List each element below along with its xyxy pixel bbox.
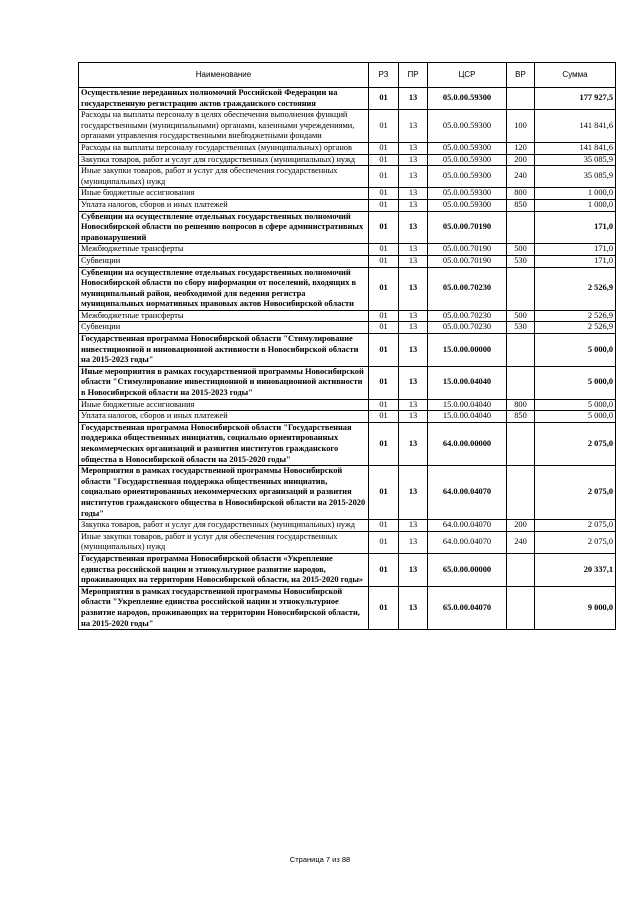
cell-name: Государственная программа Новосибирской области "Государственная поддержка общественных инициатив, социально ориентированных некоммерческих организаций и развития институтов гражданского общества в Новосибирской области на 2015-2020 годы" [79, 422, 369, 465]
cell-rz: 01 [369, 531, 399, 553]
cell-name: Расходы на выплаты персоналу в целях обеспечения выполнения функций государственными (муниципальными) органами, казенными учреждениями, органами управления государственными внебюджетными фондами [79, 110, 369, 143]
cell-name: Мероприятия в рамках государственной программы Новосибирской области "Государственная поддержка общественных инициатив, социально ориентированных некоммерческих организаций и развития институтов гражданского общества в Новосибирской области на 2015-2020 годы" [79, 466, 369, 520]
table-row [79, 334, 616, 367]
cell-csr: 05.0.00.59300 [428, 88, 507, 110]
cell-rz: 01 [369, 88, 399, 110]
cell-pr: 13 [399, 166, 428, 188]
cell-vr [507, 422, 535, 465]
budget-table [78, 62, 616, 630]
cell-pr: 13 [399, 411, 428, 423]
cell-pr: 13 [399, 466, 428, 520]
cell-csr: 65.0.00.00000 [428, 553, 507, 586]
cell-pr: 13 [399, 188, 428, 200]
cell-csr: 65.0.00.04070 [428, 586, 507, 629]
table-row [79, 166, 616, 188]
cell-vr [507, 88, 535, 110]
cell-rz: 01 [369, 520, 399, 532]
cell-csr: 05.0.00.59300 [428, 142, 507, 154]
cell-pr: 13 [399, 422, 428, 465]
cell-rz: 01 [369, 411, 399, 423]
cell-name: Закупка товаров, работ и услуг для государственных (муниципальных) нужд [79, 154, 369, 166]
cell-vr [507, 466, 535, 520]
cell-name: Закупка товаров, работ и услуг для государственных (муниципальных) нужд [79, 520, 369, 532]
cell-name: Уплата налогов, сборов и иных платежей [79, 411, 369, 423]
cell-sum: 35 085,9 [535, 166, 616, 188]
cell-pr: 13 [399, 255, 428, 267]
cell-sum: 9 000,0 [535, 586, 616, 629]
cell-name: Субвенции [79, 255, 369, 267]
cell-pr: 13 [399, 267, 428, 310]
header-rz: РЗ [369, 63, 399, 88]
cell-name: Субвенции на осуществление отдельных государственных полномочий Новосибирской области по сбору информации от поселений, входящих в муниципальный район, необходимой для ведения регистра муниципальных нормативных правовых актов Новосибирской области [79, 267, 369, 310]
cell-rz: 01 [369, 322, 399, 334]
cell-name: Мероприятия в рамках государственной программы Новосибирской области "Укрепление единства российской нации и этнокультурное развитие народов, проживающих на территории Новосибирской области, на 2015-2020 годы" [79, 586, 369, 629]
cell-csr: 64.0.00.04070 [428, 520, 507, 532]
cell-csr: 05.0.00.70230 [428, 322, 507, 334]
cell-pr: 13 [399, 142, 428, 154]
cell-name: Государственная программа Новосибирской области «Укрепление единства российской нации и этнокультурное развитие народов, проживающих на территории Новосибирской области, на 2015-2020 годы» [79, 553, 369, 586]
cell-csr: 05.0.00.59300 [428, 188, 507, 200]
cell-pr: 13 [399, 88, 428, 110]
table-row [79, 244, 616, 256]
cell-sum: 177 927,5 [535, 88, 616, 110]
cell-sum: 141 841,6 [535, 110, 616, 143]
cell-pr: 13 [399, 199, 428, 211]
table-body [79, 88, 616, 630]
cell-csr: 64.0.00.04070 [428, 466, 507, 520]
cell-sum: 20 337,1 [535, 553, 616, 586]
cell-rz: 01 [369, 166, 399, 188]
cell-csr: 05.0.00.59300 [428, 154, 507, 166]
cell-sum: 2 075,0 [535, 520, 616, 532]
cell-name: Межбюджетные трансферты [79, 244, 369, 256]
cell-vr: 240 [507, 166, 535, 188]
table-row [79, 466, 616, 520]
cell-vr: 100 [507, 110, 535, 143]
cell-rz: 01 [369, 267, 399, 310]
table-row [79, 422, 616, 465]
cell-sum: 5 000,0 [535, 334, 616, 367]
table-row [79, 322, 616, 334]
cell-csr: 05.0.00.59300 [428, 199, 507, 211]
cell-rz: 01 [369, 244, 399, 256]
cell-vr: 800 [507, 188, 535, 200]
cell-rz: 01 [369, 466, 399, 520]
cell-csr: 15.0.00.04040 [428, 366, 507, 399]
budget-table-container [78, 62, 615, 630]
cell-name: Уплата налогов, сборов и иных платежей [79, 199, 369, 211]
cell-csr: 15.0.00.00000 [428, 334, 507, 367]
cell-name: Иные мероприятия в рамках государственной программы Новосибирской области "Стимулирование инвестиционной и инновационной активности в Новосибирской области на 2015-2023 годы" [79, 366, 369, 399]
table-row [79, 154, 616, 166]
cell-rz: 01 [369, 422, 399, 465]
cell-pr: 13 [399, 110, 428, 143]
table-row [79, 142, 616, 154]
cell-csr: 05.0.00.59300 [428, 110, 507, 143]
cell-rz: 01 [369, 586, 399, 629]
cell-pr: 13 [399, 244, 428, 256]
cell-sum: 171,0 [535, 244, 616, 256]
cell-pr: 13 [399, 366, 428, 399]
table-row [79, 188, 616, 200]
table-row [79, 310, 616, 322]
cell-vr [507, 366, 535, 399]
cell-rz: 01 [369, 399, 399, 411]
cell-vr: 850 [507, 199, 535, 211]
cell-csr: 64.0.00.00000 [428, 422, 507, 465]
cell-rz: 01 [369, 255, 399, 267]
cell-vr: 500 [507, 244, 535, 256]
table-row [79, 399, 616, 411]
cell-name: Расходы на выплаты персоналу государственных (муниципальных) органов [79, 142, 369, 154]
cell-sum: 141 841,6 [535, 142, 616, 154]
cell-rz: 01 [369, 211, 399, 244]
table-row [79, 267, 616, 310]
cell-rz: 01 [369, 366, 399, 399]
table-row [79, 110, 616, 143]
cell-vr: 850 [507, 411, 535, 423]
cell-name: Осуществление переданных полномочий Российской Федерации на государственную регистрацию актов гражданского состояния [79, 88, 369, 110]
cell-pr: 13 [399, 334, 428, 367]
table-header-row [79, 63, 616, 88]
header-vr: ВР [507, 63, 535, 88]
cell-pr: 13 [399, 399, 428, 411]
cell-sum: 5 000,0 [535, 399, 616, 411]
cell-vr [507, 334, 535, 367]
cell-pr: 13 [399, 531, 428, 553]
cell-vr [507, 267, 535, 310]
cell-sum: 2 526,9 [535, 322, 616, 334]
cell-pr: 13 [399, 586, 428, 629]
cell-sum: 5 000,0 [535, 411, 616, 423]
page-footer: Страница 7 из 88 [289, 855, 351, 864]
cell-csr: 64.0.00.04070 [428, 531, 507, 553]
cell-sum: 2 075,0 [535, 422, 616, 465]
cell-csr: 05.0.00.70230 [428, 310, 507, 322]
cell-name: Иные закупки товаров, работ и услуг для обеспечения государственных (муниципальных) нужд [79, 531, 369, 553]
cell-sum: 1 000,0 [535, 188, 616, 200]
cell-sum: 171,0 [535, 211, 616, 244]
header-csr: ЦСР [428, 63, 507, 88]
header-sum: Сумма [535, 63, 616, 88]
cell-vr [507, 586, 535, 629]
cell-name: Субвенции [79, 322, 369, 334]
cell-vr: 200 [507, 520, 535, 532]
cell-name: Иные бюджетные ассигнования [79, 399, 369, 411]
cell-pr: 13 [399, 553, 428, 586]
table-row [79, 255, 616, 267]
cell-pr: 13 [399, 520, 428, 532]
cell-vr: 530 [507, 255, 535, 267]
cell-sum: 2 526,9 [535, 267, 616, 310]
cell-vr: 500 [507, 310, 535, 322]
cell-csr: 05.0.00.70190 [428, 244, 507, 256]
cell-vr [507, 211, 535, 244]
cell-name: Иные бюджетные ассигнования [79, 188, 369, 200]
table-row [79, 520, 616, 532]
cell-csr: 15.0.00.04040 [428, 399, 507, 411]
cell-csr: 05.0.00.70190 [428, 211, 507, 244]
cell-pr: 13 [399, 322, 428, 334]
cell-sum: 1 000,0 [535, 199, 616, 211]
table-row [79, 211, 616, 244]
table-row [79, 88, 616, 110]
cell-name: Государственная программа Новосибирской области "Стимулирование инвестиционной и инновационной активности в Новосибирской области на 2015-2023 годы" [79, 334, 369, 367]
header-name: Наименование [79, 63, 369, 88]
cell-rz: 01 [369, 199, 399, 211]
cell-sum: 2 526,9 [535, 310, 616, 322]
cell-rz: 01 [369, 310, 399, 322]
cell-vr: 200 [507, 154, 535, 166]
cell-vr [507, 553, 535, 586]
cell-vr: 240 [507, 531, 535, 553]
cell-rz: 01 [369, 334, 399, 367]
cell-pr: 13 [399, 154, 428, 166]
cell-name: Иные закупки товаров, работ и услуг для обеспечения государственных (муниципальных) нужд [79, 166, 369, 188]
cell-sum: 2 075,0 [535, 531, 616, 553]
cell-rz: 01 [369, 188, 399, 200]
cell-name: Межбюджетные трансферты [79, 310, 369, 322]
cell-rz: 01 [369, 553, 399, 586]
cell-rz: 01 [369, 142, 399, 154]
cell-name: Субвенции на осуществление отдельных государственных полномочий Новосибирской области по решению вопросов в сфере административных правонарушений [79, 211, 369, 244]
cell-sum: 2 075,0 [535, 466, 616, 520]
cell-sum: 171,0 [535, 255, 616, 267]
cell-csr: 05.0.00.59300 [428, 166, 507, 188]
header-pr: ПР [399, 63, 428, 88]
cell-sum: 35 085,9 [535, 154, 616, 166]
cell-pr: 13 [399, 211, 428, 244]
cell-rz: 01 [369, 110, 399, 143]
cell-vr: 530 [507, 322, 535, 334]
cell-pr: 13 [399, 310, 428, 322]
cell-csr: 15.0.00.04040 [428, 411, 507, 423]
table-row [79, 199, 616, 211]
table-row [79, 411, 616, 423]
cell-sum: 5 000,0 [535, 366, 616, 399]
cell-csr: 05.0.00.70190 [428, 255, 507, 267]
cell-rz: 01 [369, 154, 399, 166]
cell-vr: 800 [507, 399, 535, 411]
cell-vr: 120 [507, 142, 535, 154]
table-row [79, 366, 616, 399]
table-row [79, 586, 616, 629]
table-row [79, 553, 616, 586]
cell-csr: 05.0.00.70230 [428, 267, 507, 310]
table-row [79, 531, 616, 553]
